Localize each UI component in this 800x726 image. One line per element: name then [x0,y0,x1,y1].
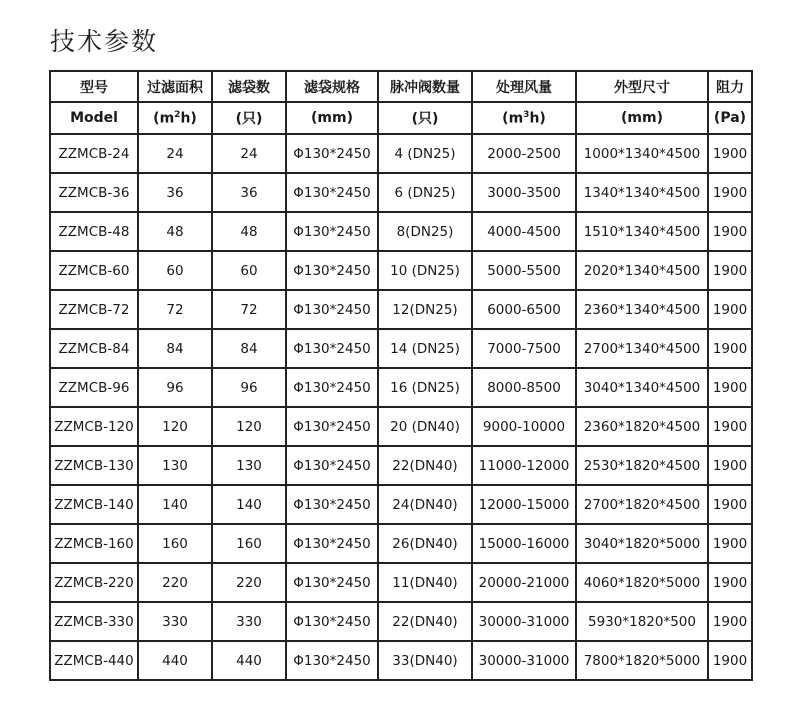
cell-bag-spec: Φ130*2450 [286,134,378,173]
table-row [50,602,752,641]
header-valve-count: 脉冲阀数量 [378,71,472,102]
cell-resistance: 1900 [708,407,752,446]
table-row [50,641,752,680]
table-row [50,563,752,602]
cell-valve-count: 12(DN25) [378,290,472,329]
cell-model: ZZMCB-130 [50,446,138,485]
cell-bag-count: 96 [212,368,286,407]
table-row [50,368,752,407]
cell-resistance: 1900 [708,524,752,563]
cell-filter-area: 72 [138,290,212,329]
cell-dimensions: 3040*1820*5000 [576,524,708,563]
cell-model: ZZMCB-120 [50,407,138,446]
cell-model: ZZMCB-330 [50,602,138,641]
cell-valve-count: 26(DN40) [378,524,472,563]
cell-model: ZZMCB-36 [50,173,138,212]
cell-valve-count: 14 (DN25) [378,329,472,368]
table-row [50,251,752,290]
cell-resistance: 1900 [708,173,752,212]
cell-filter-area: 36 [138,173,212,212]
cell-model: ZZMCB-220 [50,563,138,602]
cell-dimensions: 2360*1820*4500 [576,407,708,446]
cell-bag-spec: Φ130*2450 [286,329,378,368]
unit-base: (只) [411,111,439,127]
unit-bag-count [212,102,286,134]
cell-filter-area: 84 [138,329,212,368]
cell-valve-count: 33(DN40) [378,641,472,680]
cell-air-volume: 15000-16000 [472,524,576,563]
cell-filter-area: 130 [138,446,212,485]
cell-filter-area: 440 [138,641,212,680]
unit-base: (Pa) [713,110,747,126]
cell-air-volume: 11000-12000 [472,446,576,485]
cell-bag-spec: Φ130*2450 [286,563,378,602]
unit-tail: h) [180,110,197,127]
cell-valve-count: 11(DN40) [378,563,472,602]
cell-bag-count: 140 [212,485,286,524]
table-row [50,446,752,485]
cell-dimensions: 2700*1820*4500 [576,485,708,524]
cell-valve-count: 24(DN40) [378,485,472,524]
unit-superscript: 2 [174,109,181,120]
cell-model: ZZMCB-60 [50,251,138,290]
table-body [50,134,752,680]
cell-valve-count: 6 (DN25) [378,173,472,212]
cell-bag-spec: Φ130*2450 [286,290,378,329]
cell-valve-count: 8(DN25) [378,212,472,251]
cell-bag-count: 120 [212,407,286,446]
cell-model: ZZMCB-140 [50,485,138,524]
cell-resistance: 1900 [708,329,752,368]
table-row [50,212,752,251]
cell-valve-count: 10 (DN25) [378,251,472,290]
cell-bag-spec: Φ130*2450 [286,602,378,641]
unit-air-volume [472,102,576,134]
unit-tail: h) [529,110,546,127]
cell-resistance: 1900 [708,368,752,407]
header-air-volume: 处理风量 [472,71,576,102]
header-resistance: 阻力 [708,71,752,102]
cell-filter-area: 220 [138,563,212,602]
cell-resistance: 1900 [708,251,752,290]
cell-filter-area: 96 [138,368,212,407]
cell-filter-area: 48 [138,212,212,251]
cell-resistance: 1900 [708,485,752,524]
cell-dimensions: 2530*1820*4500 [576,446,708,485]
cell-bag-count: 130 [212,446,286,485]
cell-bag-count: 36 [212,173,286,212]
cell-resistance: 1900 [708,134,752,173]
unit-model [50,102,138,134]
cell-dimensions: 5930*1820*500 [576,602,708,641]
cell-air-volume: 7000-7500 [472,329,576,368]
cell-filter-area: 330 [138,602,212,641]
cell-bag-count: 330 [212,602,286,641]
table-row [50,524,752,563]
spec-table [49,70,753,681]
cell-bag-spec: Φ130*2450 [286,407,378,446]
cell-valve-count: 20 (DN40) [378,407,472,446]
cell-air-volume: 6000-6500 [472,290,576,329]
cell-dimensions: 1000*1340*4500 [576,134,708,173]
cell-bag-spec: Φ130*2450 [286,173,378,212]
unit-superscript: 3 [523,109,530,120]
cell-dimensions: 1340*1340*4500 [576,173,708,212]
cell-model: ZZMCB-72 [50,290,138,329]
cell-bag-spec: Φ130*2450 [286,485,378,524]
cell-air-volume: 9000-10000 [472,407,576,446]
cell-dimensions: 7800*1820*5000 [576,641,708,680]
cell-model: ZZMCB-160 [50,524,138,563]
cell-air-volume: 4000-4500 [472,212,576,251]
cell-resistance: 1900 [708,446,752,485]
cell-resistance: 1900 [708,602,752,641]
cell-bag-count: 60 [212,251,286,290]
cell-air-volume: 5000-5500 [472,251,576,290]
cell-bag-spec: Φ130*2450 [286,641,378,680]
cell-valve-count: 22(DN40) [378,602,472,641]
cell-air-volume: 12000-15000 [472,485,576,524]
cell-air-volume: 30000-31000 [472,602,576,641]
cell-dimensions: 2700*1340*4500 [576,329,708,368]
cell-dimensions: 1510*1340*4500 [576,212,708,251]
cell-model: ZZMCB-84 [50,329,138,368]
cell-bag-spec: Φ130*2450 [286,524,378,563]
cell-dimensions: 4060*1820*5000 [576,563,708,602]
cell-air-volume: 2000-2500 [472,134,576,173]
unit-valve-count [378,102,472,134]
cell-air-volume: 8000-8500 [472,368,576,407]
table-row [50,290,752,329]
unit-row [50,102,752,134]
cell-resistance: 1900 [708,563,752,602]
cell-model: ZZMCB-48 [50,212,138,251]
header-dimensions: 外型尺寸 [576,71,708,102]
unit-base: (mm) [311,110,353,126]
unit-filter-area [138,102,212,134]
page-title: 技术参数 [50,27,159,56]
header-bag-spec: 滤袋规格 [286,71,378,102]
cell-bag-count: 84 [212,329,286,368]
unit-base: (m [153,110,175,127]
cell-model: ZZMCB-440 [50,641,138,680]
cell-bag-spec: Φ130*2450 [286,212,378,251]
cell-dimensions: 2360*1340*4500 [576,290,708,329]
table-row [50,134,752,173]
header-row [50,71,752,102]
table-row [50,173,752,212]
cell-resistance: 1900 [708,641,752,680]
cell-filter-area: 24 [138,134,212,173]
table-row [50,485,752,524]
cell-bag-count: 160 [212,524,286,563]
cell-filter-area: 120 [138,407,212,446]
unit-resistance [708,102,752,134]
cell-bag-count: 48 [212,212,286,251]
cell-filter-area: 160 [138,524,212,563]
cell-air-volume: 20000-21000 [472,563,576,602]
cell-bag-spec: Φ130*2450 [286,251,378,290]
unit-dimensions [576,102,708,134]
cell-dimensions: 3040*1340*4500 [576,368,708,407]
header-filter-area: 过滤面积 [138,71,212,102]
cell-bag-count: 220 [212,563,286,602]
header-model: 型号 [50,71,138,102]
cell-model: ZZMCB-96 [50,368,138,407]
cell-model: ZZMCB-24 [50,134,138,173]
cell-air-volume: 3000-3500 [472,173,576,212]
cell-bag-count: 24 [212,134,286,173]
unit-base: (只) [235,111,263,127]
cell-filter-area: 60 [138,251,212,290]
table-row [50,407,752,446]
unit-base: (mm) [621,110,663,126]
cell-resistance: 1900 [708,212,752,251]
cell-bag-spec: Φ130*2450 [286,446,378,485]
cell-bag-count: 440 [212,641,286,680]
header-bag-count: 滤袋数 [212,71,286,102]
cell-resistance: 1900 [708,290,752,329]
cell-valve-count: 16 (DN25) [378,368,472,407]
cell-filter-area: 140 [138,485,212,524]
table-row [50,329,752,368]
cell-air-volume: 30000-31000 [472,641,576,680]
unit-base: (m [502,110,524,127]
cell-bag-spec: Φ130*2450 [286,368,378,407]
cell-dimensions: 2020*1340*4500 [576,251,708,290]
unit-base: Model [70,110,118,126]
cell-valve-count: 22(DN40) [378,446,472,485]
cell-valve-count: 4 (DN25) [378,134,472,173]
unit-bag-spec [286,102,378,134]
cell-bag-count: 72 [212,290,286,329]
